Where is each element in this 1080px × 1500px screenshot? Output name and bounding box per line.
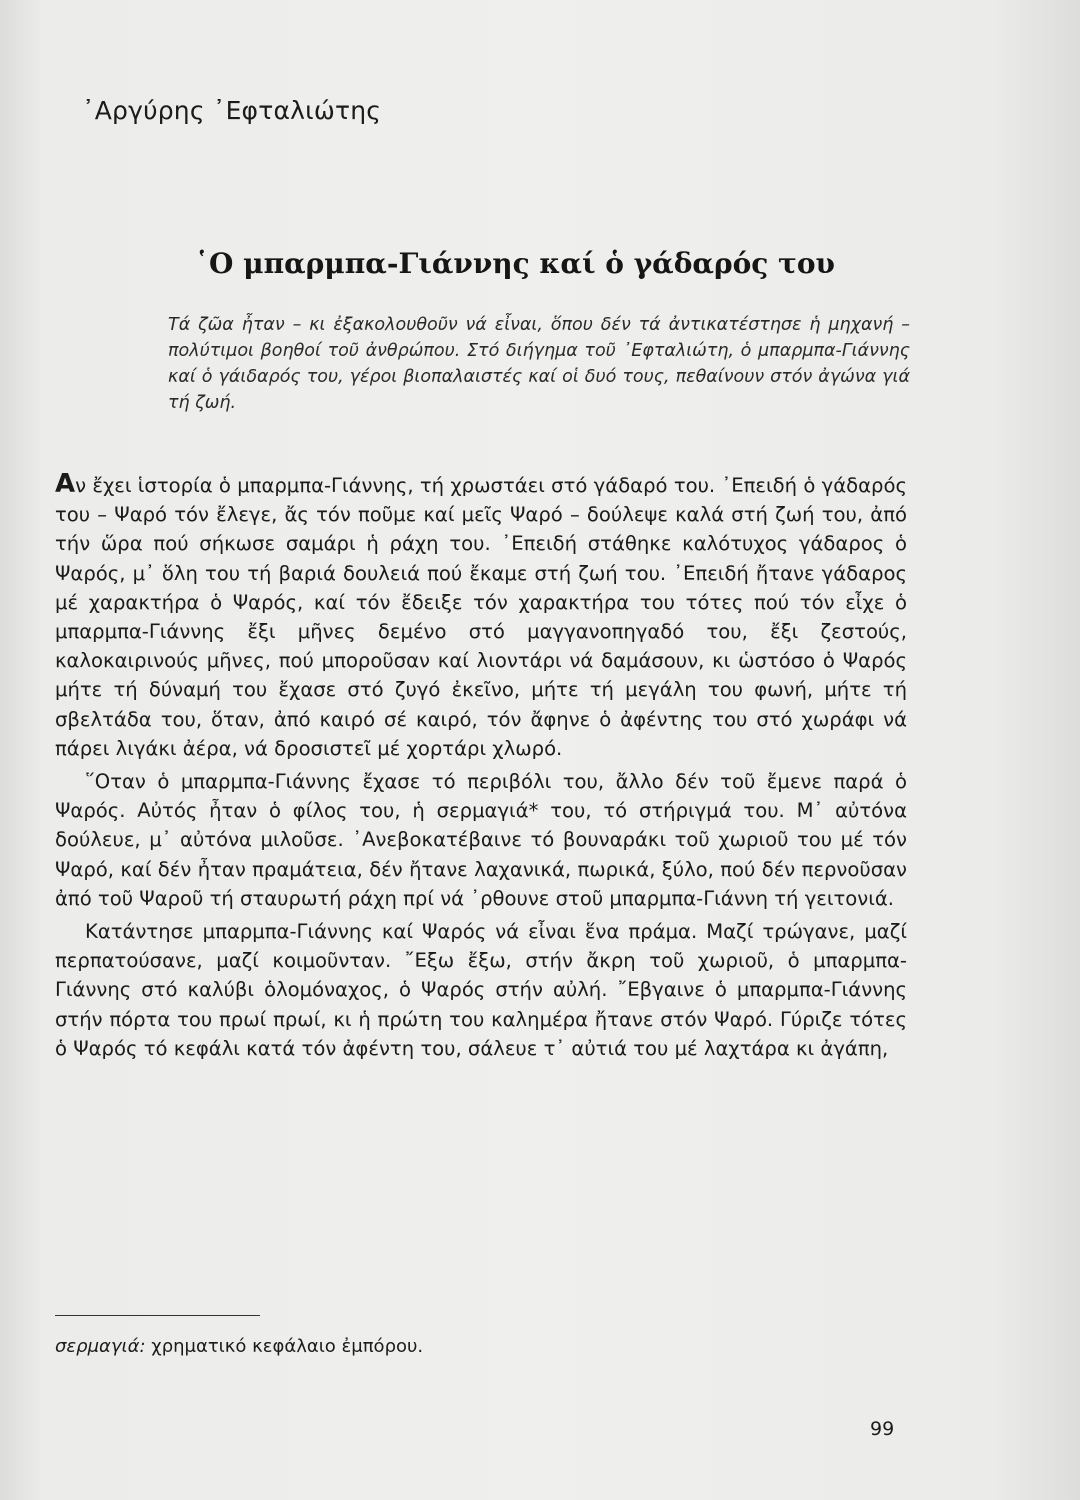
intro-paragraph: Τά ζῶα ἦταν – κι ἐξακολουθοῦν νά εἶναι, ὅπου δέν τά ἀντικατέστησε ἡ μηχανή – πολύτιμοι βοηθοί τοῦ ἀνθρώπου. Στό διήγημα τοῦ ᾿Εφταλιώτη, ὁ μπαρμπα-Γιάννης καί ὁ γάιδαρός του, γέροι βιοπαλαιστές καί οἱ δυό τους, πεθαίνουν στόν ἀγώνα γιά τή ζωή. [168,315,910,413]
footnote-term: σερμαγιά: [55,1336,146,1357]
story-body [55,470,907,1063]
author-name: ᾿Αργύρης ᾿Εφταλιώτης [82,96,382,125]
drop-cap: Α [55,469,76,499]
page-number: 99 [870,1418,895,1440]
body-paragraph-3: Κατάντησε μπαρμπα-Γιάννης καί Ψαρός νά εἶναι ἕνα πράμα. Μαζί τρώγανε, μαζί περπατούσανε, μαζί κοιμοῦνταν. ῎Εξω ἔξω, στήν ἄκρη τοῦ χωριοῦ, ὁ μπαρμπα-Γιάννης στό καλύβι ὁλομόναχος, ὁ Ψαρός στήν αὐλή. ῎Εβγαινε ὁ μπαρμπα-Γιάννης στήν πόρτα του πρωί πρωί, κι ἡ πρώτη του καλημέρα ἤτανε στόν Ψαρό. Γύριζε τότες ὁ Ψαρός τό κεφάλι κατά τόν ἀφέντη του, σάλευε τ᾿ αὐτιά του μέ λαχτάρα κι ἀγάπη, [55,920,907,1060]
story-title: ῾Ο μπαρμπα-Γιάννης καί ὁ γάδαρός του [195,247,835,280]
body-paragraph-2: ῞Οταν ὁ μπαρμπα-Γιάννης ἔχασε τό περιβόλι του, ἄλλο δέν τοῦ ἔμενε παρά ὁ Ψαρός. Αὐτός ἦταν ὁ φίλος του, ἡ σερμαγιά* του, τό στήριγμά του. Μ᾿ αὐτόνα δούλευε, μ᾿ αὐτόνα μιλοῦσε. ᾿Ανεβοκατέβαινε τό βουναράκι τοῦ χωριοῦ του μέ τόν Ψαρό, καί δέν ἦταν πραμάτεια, δέν ἤτανε λαχανικά, πωρικά, ξύλο, πού δέν περνοῦσαν ἀπό τοῦ Ψαροῦ τή σταυρωτή ράχη πρί νά ᾿ρθουνε στοῦ μπαρμπα-Γιάννη τή γειτονιά. [55,770,907,910]
footnote-definition: χρηματικό κεφάλαιο ἐμπόρου. [151,1336,424,1357]
footnote [55,1336,423,1357]
body-paragraph-1 [55,470,907,763]
paragraph-1-text: ν ἔχει ἱστορία ὁ μπαρμπα-Γιάννης, τή χρωστάει στό γάδαρό του. ᾿Επειδή ὁ γάδαρός του – Ψαρό τόν ἔλεγε, ἄς τόν ποῦμε καί μεῖς Ψαρό – δούλεψε καλά στή ζωή του, ἀπό τήν ὥρα πού σήκωσε σαμάρι ἡ ράχη του. ᾿Επειδή στάθηκε καλότυχος γάδαρος ὁ Ψαρός, μ᾿ ὅλη του τή βαριά δουλειά πού ἔκαμε στή ζωή του. ᾿Επειδή ἤτανε γάδαρος μέ χαρακτήρα ὁ Ψαρός, καί τόν ἔδειξε τόν χαρακτήρα του τότες πού τόν εἶχε ὁ μπαρμπα-Γιάννης ἔξι μῆνες δεμένο στό μαγγανοπηγαδό του, ἔξι ζεστούς, καλοκαιρινούς μῆνες, πού μποροῦσαν καί λιοντάρι νά δαμάσουν, κι ὡστόσο ὁ Ψαρός μήτε τή δύναμή του ἔχασε στό ζυγό ἐκεῖνο, μήτε τή μεγάλη του φωνή, μήτε τή σβελτάδα του, ὅταν, ἀπό καιρό σέ καιρό, τόν ἄφηνε ὁ ἀφέντης του στό χωράφι νά πάρει λιγάκι ἀέρα, νά δροσιστεῖ μέ χορτάρι χλωρό. [55,474,907,760]
footnote-divider [55,1315,260,1316]
